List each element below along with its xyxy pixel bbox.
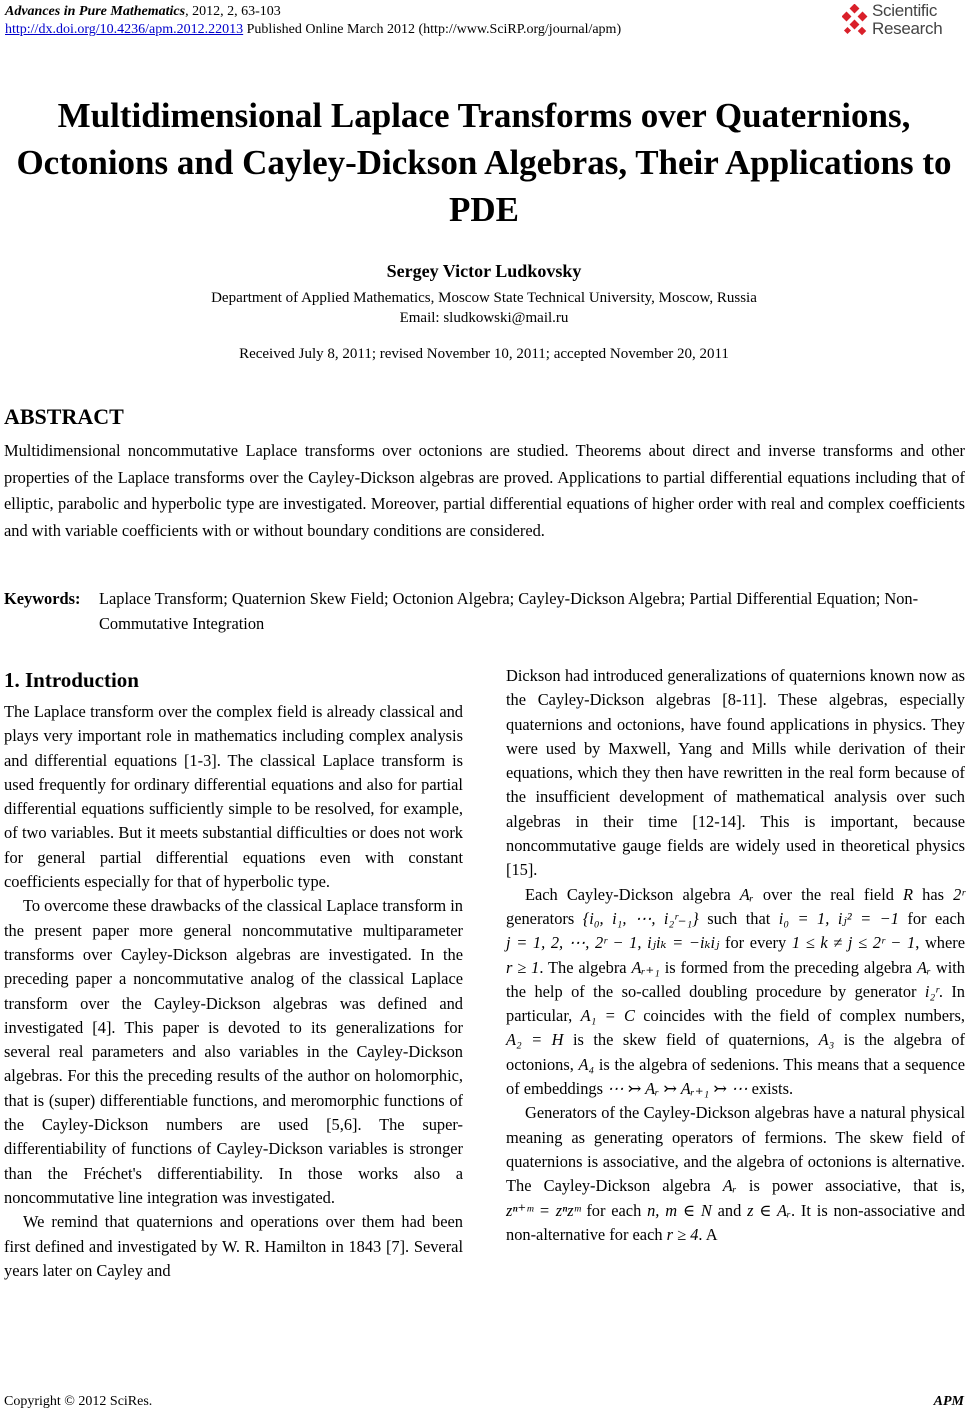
text-span: and xyxy=(717,1200,742,1220)
math-embeddings: ⋯ ↣ Aᵣ ↣ Aᵣ₊₁ ↣ ⋯ xyxy=(607,1079,748,1099)
affiliation: Department of Applied Mathematics, Moscow State Technical University, Moscow, Russia xyxy=(211,290,757,306)
text-span: . The algebra xyxy=(539,957,627,977)
math-R: R xyxy=(903,884,914,904)
text-span: generators xyxy=(506,908,575,928)
math-anticommute: iⱼiₖ = −iₖiⱼ xyxy=(647,933,720,953)
journal-abbreviation: APM xyxy=(933,1394,964,1409)
journal-name: Advances in Pure Mathematics xyxy=(5,4,186,19)
submission-dates: Received July 8, 2011; revised November 10, 2011; accepted November 20, 2011 xyxy=(239,346,729,362)
journal-doi-line xyxy=(5,21,621,39)
paper-title: Multidimensional Laplace Transforms over Quaternions, Octonions and Cayley-Dickson Algebras, Their Applications to PDE xyxy=(16,96,952,229)
intro-paragraph-1: The Laplace transform over the complex field is already classical and plays very important role in mathematics including complex analysis and differential equations [1-3]. The classical Laplace transform is used frequently for ordinary differential equations and also for partial differential equations sufficiently simple to be resolved, for example, of two variables. But it meets substantial difficulties or does not work for general partial differential equations even with constant coefficients especially for that of hyperbolic type. xyxy=(4,702,463,892)
text-span: Each Cayley-Dickson algebra xyxy=(525,884,731,904)
text-span: . It is non-associative and non-alternative for each xyxy=(506,1200,965,1244)
text-span: is power associative, that is, xyxy=(748,1176,965,1196)
text-span: , where xyxy=(915,933,965,953)
text-span: such that xyxy=(707,908,771,928)
journal-citation: , 2012, 2, 63-103 xyxy=(185,4,281,19)
math-power-assoc: zⁿ⁺ᵐ = zⁿzᵐ xyxy=(506,1200,581,1220)
right-column xyxy=(506,664,965,1247)
math-A1: A₁ = C xyxy=(580,1006,635,1026)
logo-text: Scientific Research xyxy=(872,1,943,38)
author-name: Sergey Victor Ludkovsky xyxy=(386,261,582,281)
text-span: for every xyxy=(725,933,787,953)
right-paragraph-1: Dickson had introduced generalizations of quaternions known now as the Cayley-Dickson algebras [8-11]. These algebras, especially quaternions and octonions, have found applications in physics. They were used by Maxwell, Yang and Mills while derivation of their equations, which they then have rewritten in the real form because of the insufficient development of mathematical analysis over such algebras in their time [12-14]. This is important, because noncommutative gauge fields are widely used in theoretical physics [15]. xyxy=(506,666,965,880)
math-ij-squared: iⱼ² = −1 xyxy=(837,908,899,928)
math-r-ge-4: r ≥ 4 xyxy=(666,1224,699,1244)
math-Ar1: Aᵣ₊₁ xyxy=(631,957,660,977)
text-span: exists. xyxy=(751,1079,794,1099)
math-2r: 2ʳ xyxy=(953,884,965,904)
abstract-text: Multidimensional noncommutative Laplace transforms over octonions are studied. Theorems about direct and inverse transforms and other properties of the Laplace transforms over the Cayley-Dickson algebras are proved. Applications to partial differential equations including that of elliptic, parabolic and hyperbolic type are investigated. Moreover, partial differential equations of higher order with real and complex coefficients and with variable coefficients with or without boundary conditions are considered. xyxy=(4,441,965,540)
intro-paragraph-2: To overcome these drawbacks of the classical Laplace transform in the present paper more general noncommutative multiparameter transforms over Cayley-Dickson algebras are investigated. In the preceding paper a noncommutative analog of the classical Laplace transform over the Cayley-Dickson algebras was defined and investigated [4]. This paper is devoted to its generalizations for several real parameters and also variables in the Cayley-Dickson algebras. For this the preceding results of the author on holomorphic, that is (super) differentiable functions, and meromorphic functions of the Cayley-Dickson numbers are used [5,6]. The super-differentiability of functions of Cayley-Dickson variables is stronger than the Fréchet's differentiability. In those works also a noncommutative line integration was investigated. xyxy=(4,896,463,1207)
affiliation-block xyxy=(0,288,968,328)
math-r-ge-1: r ≥ 1 xyxy=(506,957,540,977)
math-k-range: 1 ≤ k ≠ j ≤ 2ʳ − 1 xyxy=(791,933,916,953)
right-paragraph-3 xyxy=(506,1101,965,1247)
keywords xyxy=(4,586,965,636)
math-A3: A₃ xyxy=(818,1030,835,1050)
journal-citation-line xyxy=(5,3,621,21)
text-span: . In particular, xyxy=(506,981,965,1026)
author-email: Email: sludkowski@mail.ru xyxy=(399,310,569,326)
math-Ar: Aᵣ xyxy=(739,884,754,904)
text-span: . A xyxy=(698,1224,718,1244)
text-span: is the algebra of sedenions. This means that a sequence of embeddings xyxy=(506,1054,965,1099)
math-j-range: j = 1, 2, ⋯, 2ʳ − 1, xyxy=(506,933,642,953)
math-i0: i₀ = 1, xyxy=(778,908,830,928)
text-span: Generators of the Cayley-Dickson algebras have a natural physical meaning as generating operators of fermions. The skew field of quaternions is associative, and the algebra of octonions is alternative. The Cayley-Dickson algebra xyxy=(506,1103,965,1196)
text-span: has xyxy=(922,884,945,904)
logo-mark-icon xyxy=(842,4,870,38)
math-i2r: i₂ʳ xyxy=(924,981,939,1001)
math-A4: A₄ xyxy=(578,1054,595,1074)
text-span: for each xyxy=(907,908,965,928)
section-heading-introduction: 1. Introduction xyxy=(4,668,139,692)
keywords-values: Laplace Transform; Quaternion Skew Field; Octonion Algebra; Cayley-Dickson Algebra; Partial Differential Equation; Non-Commutative Integration xyxy=(99,589,919,633)
abstract-heading: ABSTRACT xyxy=(4,404,124,429)
text-span: over the real field xyxy=(762,884,894,904)
math-z-in-Ar: z ∈ Aᵣ xyxy=(747,1200,792,1220)
math-Ar: Aᵣ xyxy=(916,957,931,977)
keywords-label: Keywords: xyxy=(4,589,81,608)
copyright-footer: Copyright © 2012 SciRes. xyxy=(4,1394,153,1409)
text-span: for each xyxy=(586,1200,642,1220)
text-span: is the algebra of octonions, xyxy=(506,1030,965,1074)
journal-header xyxy=(5,3,621,39)
text-span: is the skew field of quaternions, xyxy=(572,1030,810,1050)
math-generators: {i₀, i₁, ⋯, i₂ʳ₋₁} xyxy=(582,908,699,928)
text-span: coincides with the field of complex numbers, xyxy=(643,1006,965,1026)
intro-paragraph-3: We remind that quaternions and operations over them had been first defined and investigated by W. R. Hamilton in 1843 [7]. Several years later on Cayley and xyxy=(4,1212,463,1280)
publisher-logo xyxy=(842,0,964,46)
math-Ar: Aᵣ xyxy=(722,1176,737,1196)
right-paragraph-2 xyxy=(506,883,965,1102)
math-nm: n, m ∈ N xyxy=(647,1200,712,1220)
doi-link[interactable]: http://dx.doi.org/10.4236/apm.2012.22013 xyxy=(5,22,244,37)
left-column xyxy=(4,666,463,1283)
published-info: Published Online March 2012 (http://www.SciRP.org/journal/apm) xyxy=(243,22,622,37)
math-A2: A₂ = H xyxy=(506,1030,564,1050)
text-span: is formed from the preceding algebra xyxy=(664,957,913,977)
text-span: with the help of the so-called doubling procedure by generator xyxy=(506,957,965,1001)
